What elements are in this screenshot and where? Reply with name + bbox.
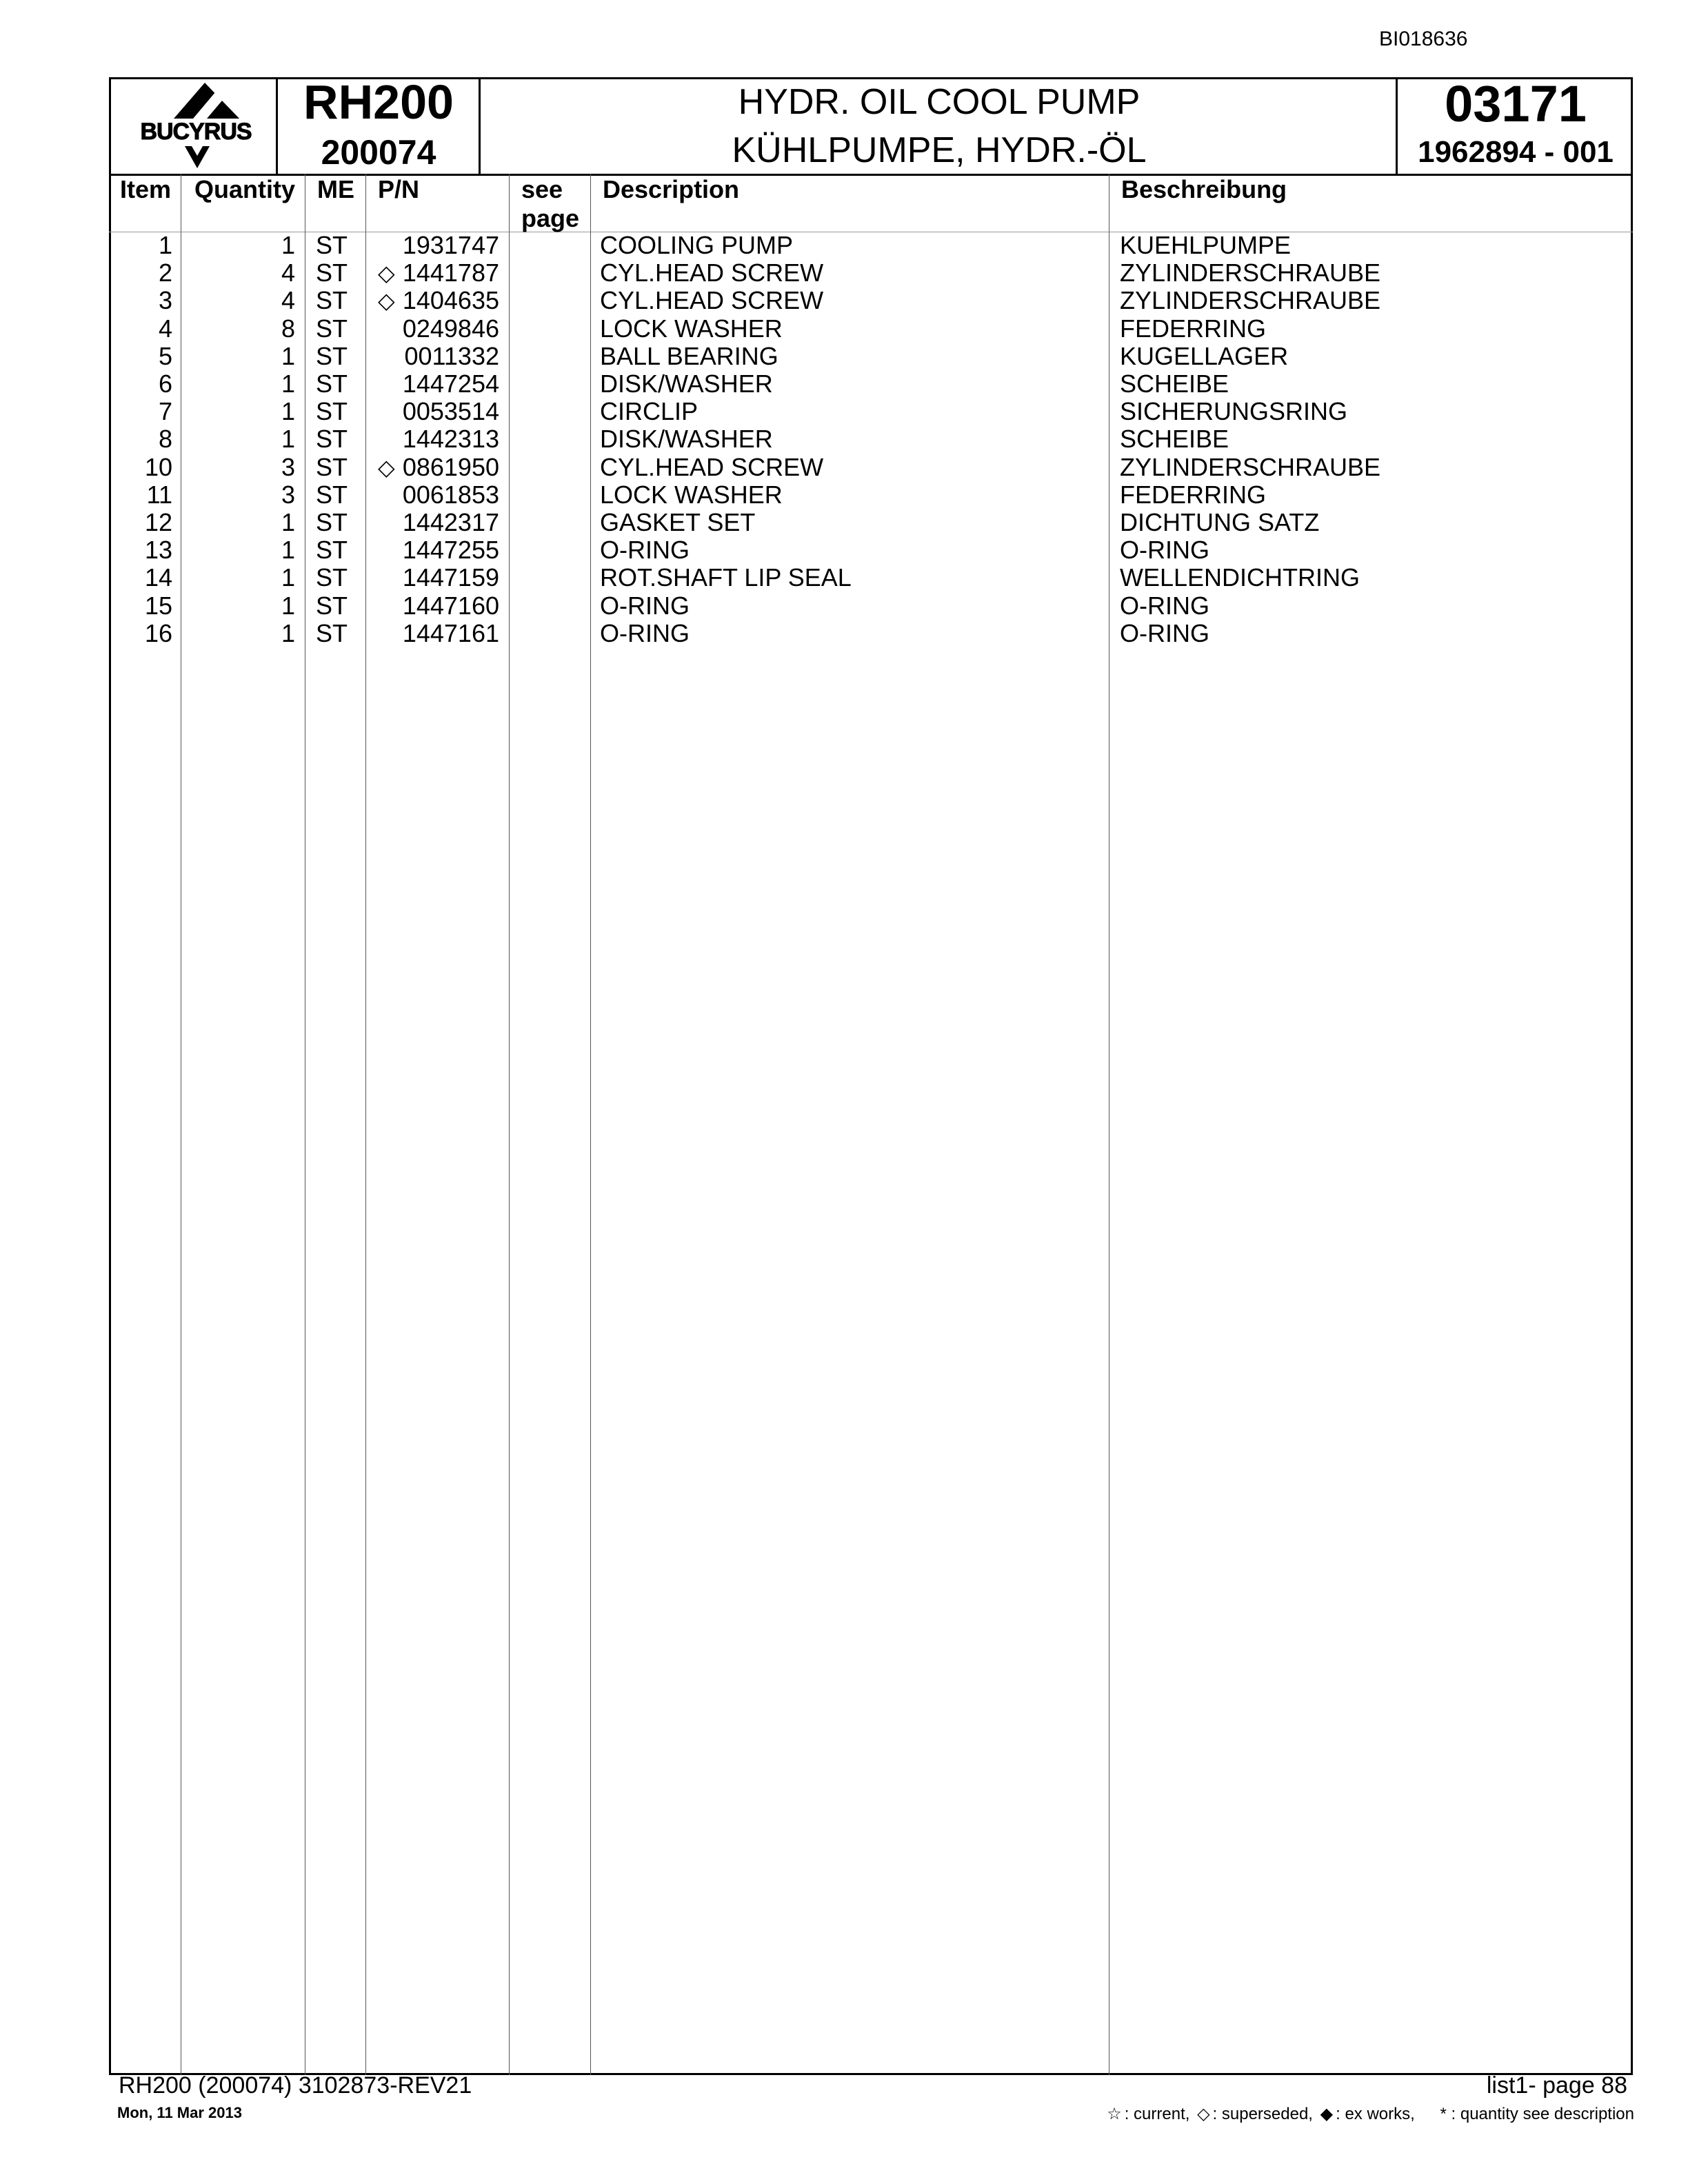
item-cell: 1 (158, 231, 172, 259)
table-row (0, 454, 1688, 481)
item-cell: 15 (144, 591, 172, 620)
beschreibung-cell: O-RING (1120, 536, 1209, 565)
status-mark-cell: ◇ (378, 454, 395, 480)
header-separator-title (1396, 77, 1398, 174)
table-row (0, 370, 1688, 398)
table-row (0, 259, 1688, 287)
table-row (0, 287, 1688, 314)
item-cell: 5 (158, 341, 172, 370)
unit-cell: ST (316, 397, 348, 426)
unit-cell: ST (316, 231, 348, 259)
title-english: HYDR. OIL COOL PUMP (738, 82, 1141, 122)
quantity-cell: 3 (281, 452, 295, 481)
diamond-filled-icon: ◆ (1320, 2105, 1334, 2123)
star-icon: ☆ (1107, 2105, 1122, 2123)
serial-number: 200074 (321, 133, 436, 172)
part-number-cell: 0011332 (404, 341, 499, 370)
quantity-cell: 3 (281, 480, 295, 509)
document-id: BI018636 (1379, 28, 1468, 50)
item-cell: 8 (158, 425, 172, 454)
description-cell: CYL.HEAD SCREW (600, 259, 824, 287)
table-row (0, 564, 1688, 592)
column-header-me: ME (317, 175, 354, 203)
column-header-pn: P/N (378, 175, 420, 203)
description-cell: GASKET SET (600, 508, 756, 536)
beschreibung-cell: SCHEIBE (1120, 425, 1229, 454)
unit-cell: ST (316, 452, 348, 481)
description-cell: LOCK WASHER (600, 314, 783, 343)
part-number-cell: 0861950 (402, 452, 499, 481)
item-cell: 7 (158, 397, 172, 426)
model-number: RH200 (303, 75, 454, 129)
beschreibung-cell: ZYLINDERSCHRAUBE (1120, 259, 1381, 287)
legend-current: : current, (1124, 2105, 1190, 2123)
footer-date: Mon, 11 Mar 2013 (117, 2104, 242, 2121)
logo-text: BUCYRUS (140, 119, 252, 145)
part-number-cell: 1447255 (402, 536, 499, 565)
beschreibung-cell: O-RING (1120, 618, 1209, 647)
quantity-cell: 4 (281, 259, 295, 287)
part-number-cell: 1447254 (402, 370, 499, 398)
quantity-cell: 4 (281, 286, 295, 315)
quantity-cell: 1 (281, 341, 295, 370)
beschreibung-cell: WELLENDICHTRING (1120, 563, 1360, 592)
description-cell: O-RING (600, 618, 690, 647)
diamond-outline-icon: ◇ (1197, 2105, 1210, 2123)
item-cell: 4 (158, 314, 172, 343)
column-header-item: Item (120, 175, 172, 203)
status-mark-cell: ◇ (378, 261, 395, 286)
part-number-cell: 1931747 (402, 231, 499, 259)
table-row (0, 232, 1688, 259)
unit-cell: ST (316, 480, 348, 509)
assembly-part-number: 1962894 - 001 (1418, 135, 1614, 169)
beschreibung-cell: SCHEIBE (1120, 370, 1229, 398)
item-cell: 2 (158, 259, 172, 287)
item-cell: 6 (158, 370, 172, 398)
beschreibung-cell: ZYLINDERSCHRAUBE (1120, 286, 1381, 315)
description-cell: CYL.HEAD SCREW (600, 286, 824, 315)
status-mark-cell: ◇ (378, 288, 395, 314)
table-row (0, 509, 1688, 536)
item-cell: 16 (144, 618, 172, 647)
part-number-cell: 1447161 (402, 618, 499, 647)
beschreibung-cell: SICHERUNGSRING (1120, 397, 1348, 426)
column-header-description: Description (603, 175, 740, 203)
quantity-cell: 1 (281, 231, 295, 259)
item-cell: 10 (144, 452, 172, 481)
legend-quantity: * : quantity see description (1440, 2105, 1634, 2123)
column-header-quantity: Quantity (194, 175, 296, 203)
table-row (0, 425, 1688, 453)
part-number-cell: 0053514 (402, 397, 499, 426)
beschreibung-cell: ZYLINDERSCHRAUBE (1120, 452, 1381, 481)
header-separator-model (479, 77, 481, 174)
description-cell: DISK/WASHER (600, 425, 773, 454)
description-cell: O-RING (600, 536, 690, 565)
part-number-cell: 1442317 (402, 508, 499, 536)
description-cell: ROT.SHAFT LIP SEAL (600, 563, 852, 592)
title-german: KÜHLPUMPE, HYDR.-ÖL (732, 130, 1147, 170)
description-cell: O-RING (600, 591, 690, 620)
legend-ex-works: : ex works, (1336, 2105, 1415, 2123)
table-row (0, 620, 1688, 647)
item-cell: 12 (144, 508, 172, 536)
item-cell: 11 (146, 480, 172, 509)
quantity-cell: 1 (281, 591, 295, 620)
beschreibung-cell: DICHTUNG SATZ (1120, 508, 1320, 536)
description-cell: COOLING PUMP (600, 231, 794, 259)
column-header-see: see (521, 175, 563, 203)
description-cell: LOCK WASHER (600, 480, 783, 509)
table-row (0, 315, 1688, 343)
footer-document-ref: RH200 (200074) 3102873-REV21 (119, 2072, 472, 2099)
unit-cell: ST (316, 563, 348, 592)
quantity-cell: 1 (281, 508, 295, 536)
part-number-cell: 1404635 (402, 286, 499, 315)
header-separator-logo (276, 77, 278, 174)
part-number-cell: 0249846 (402, 314, 499, 343)
table-row (0, 536, 1688, 564)
column-header-beschreibung: Beschreibung (1121, 175, 1287, 203)
table-row (0, 343, 1688, 370)
unit-cell: ST (316, 591, 348, 620)
beschreibung-cell: FEDERRING (1120, 480, 1267, 509)
column-header-page: page (521, 204, 580, 232)
description-cell: DISK/WASHER (600, 370, 773, 398)
beschreibung-cell: O-RING (1120, 591, 1209, 620)
part-number-cell: 1442313 (402, 425, 499, 454)
unit-cell: ST (316, 536, 348, 565)
table-row (0, 398, 1688, 425)
group-number: 03171 (1445, 75, 1587, 132)
unit-cell: ST (316, 314, 348, 343)
unit-cell: ST (316, 286, 348, 315)
table-row (0, 481, 1688, 509)
unit-cell: ST (316, 370, 348, 398)
legend-superseded: : superseded, (1212, 2105, 1313, 2123)
unit-cell: ST (316, 425, 348, 454)
item-cell: 14 (144, 563, 172, 592)
part-number-cell: 1447160 (402, 591, 499, 620)
quantity-cell: 8 (281, 314, 295, 343)
part-number-cell: 1447159 (402, 563, 499, 592)
quantity-cell: 1 (281, 618, 295, 647)
footer-legend (1034, 2104, 1634, 2124)
beschreibung-cell: KUGELLAGER (1120, 341, 1289, 370)
footer-page-number: list1- page 88 (1486, 2072, 1627, 2099)
description-cell: CYL.HEAD SCREW (600, 452, 824, 481)
item-cell: 3 (158, 286, 172, 315)
unit-cell: ST (316, 508, 348, 536)
quantity-cell: 1 (281, 425, 295, 454)
unit-cell: ST (316, 618, 348, 647)
quantity-cell: 1 (281, 563, 295, 592)
quantity-cell: 1 (281, 370, 295, 398)
part-number-cell: 0061853 (402, 480, 499, 509)
beschreibung-cell: FEDERRING (1120, 314, 1267, 343)
bucyrus-logo (119, 77, 274, 174)
description-cell: BALL BEARING (600, 341, 778, 370)
beschreibung-cell: KUEHLPUMPE (1120, 231, 1292, 259)
description-cell: CIRCLIP (600, 397, 699, 426)
unit-cell: ST (316, 341, 348, 370)
quantity-cell: 1 (281, 536, 295, 565)
item-cell: 13 (144, 536, 172, 565)
table-row (0, 592, 1688, 620)
unit-cell: ST (316, 259, 348, 287)
quantity-cell: 1 (281, 397, 295, 426)
part-number-cell: 1441787 (402, 259, 499, 287)
